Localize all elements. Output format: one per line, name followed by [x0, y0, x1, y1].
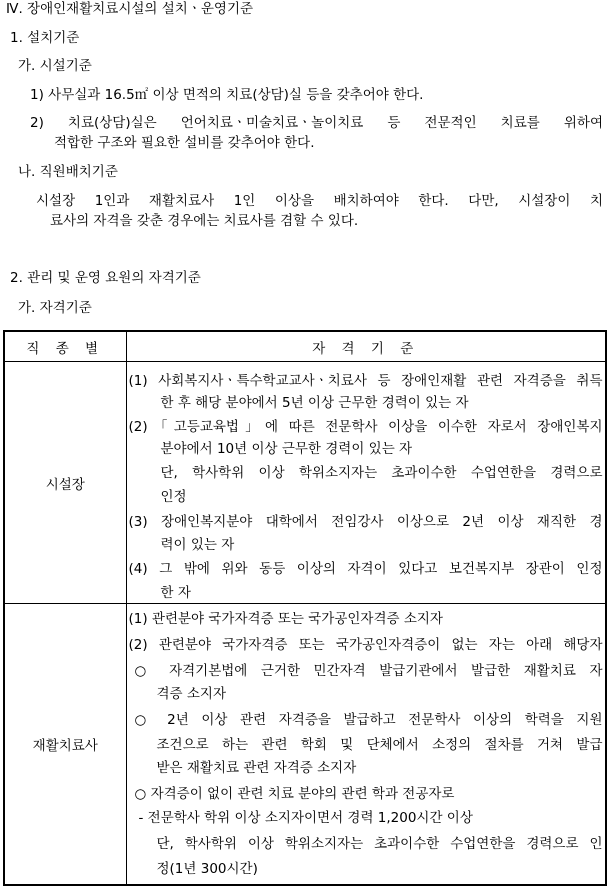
- qualification-table: [3, 330, 607, 886]
- criteria-line: 력이 있는 자: [160, 537, 235, 553]
- subsection-title-install: 1. 설치기준: [10, 30, 80, 46]
- criteria-line: 인정: [160, 489, 187, 505]
- qualification-standard-label: 가. 자격기준: [18, 300, 92, 316]
- staffing-text-line2: 료사의 자격을 갖춘 경우에는 치료사를 겸할 수 있다.: [50, 213, 359, 229]
- column-header-criteria: 자 격 기 준: [126, 331, 606, 362]
- facility-item-1: 1) 사무실과 16.5㎡ 이상 면적의 치료(상담)실 등을 갖추어야 한다.: [30, 87, 424, 103]
- table-row: [4, 362, 606, 604]
- criteria-line: 한 후 해당 분야에서 5년 이상 근무한 경력이 있는 자: [160, 395, 469, 411]
- criteria-line: (2)「고등교육법」에 따른 전문학사 이상을 이수한 자로서 장애인복지: [128, 419, 603, 435]
- criteria-line: 정(1년 300시간): [156, 861, 258, 877]
- subsection-title-qualification: 2. 관리 및 운영 요원의 자격기준: [10, 270, 201, 286]
- facility-item-2-line1: 2) 치료(상담)실은 언어치료ㆍ미술치료ㆍ놀이치료 등 전문적인 치료를 위하여: [30, 115, 603, 131]
- staffing-text-line1: 시설장 1인과 재활치료사 1인 이상을 배치하여야 한다. 다만, 시설장이 치: [36, 193, 603, 209]
- criteria-line: 받은 재활치료 관련 자격증 소지자: [156, 760, 357, 776]
- criteria-line: 한 자: [160, 585, 191, 601]
- table-header-row: [4, 331, 606, 362]
- section-heading: Ⅳ. 장애인재활치료시설의 설치ㆍ운영기준: [6, 1, 254, 17]
- director-criteria: [126, 362, 606, 604]
- staffing-standard-label: 나. 직원배치기준: [18, 164, 118, 180]
- criteria-line: 격증 소지자: [156, 686, 226, 702]
- criteria-line: 분야에서 10년 이상 근무한 경력이 있는 자: [160, 441, 413, 457]
- table-row: [4, 604, 606, 886]
- criteria-line: (4) 그 밖에 위와 동등 이상의 자격이 있다고 보건복지부 장관이 인정: [128, 561, 603, 577]
- therapist-criteria: [126, 604, 606, 886]
- facility-standard-label: 가. 시설기준: [18, 58, 92, 74]
- criteria-line: - 전문학사 학위 이상 소지자이면서 경력 1,200시간 이상: [138, 810, 473, 826]
- criteria-line: 조건으로 하는 관련 학회 및 단체에서 소정의 절차를 거쳐 발급: [156, 737, 603, 753]
- criteria-line: (3) 장애인복지분야 대학에서 전임강사 이상으로 2년 이상 재직한 경: [128, 514, 603, 530]
- criteria-line: 단, 학사학위 이상 학위소지자는 초과이수한 수업연한을 경력으로: [160, 465, 603, 481]
- criteria-line: ○ 자격증이 없이 관련 치료 분야의 관련 학과 전공자로: [134, 786, 455, 802]
- role-director: 시설장: [4, 362, 126, 604]
- role-therapist: 재활치료사: [4, 604, 126, 886]
- criteria-line: ○ 2년 이상 관련 자격증을 발급하고 전문학사 이상의 학력을 지원: [134, 712, 603, 728]
- criteria-line: 단, 학사학위 이상 학위소지자는 초과이수한 수업연한을 경력으로 인: [156, 836, 603, 852]
- facility-item-2-line2: 적합한 구조와 필요한 설비를 갖추어야 한다.: [54, 135, 315, 151]
- column-header-job: 직 종 별: [4, 331, 126, 362]
- criteria-line: ○ 자격기본법에 근거한 민간자격 발급기관에서 발급한 재활치료 자: [134, 663, 603, 679]
- criteria-line: (1) 사회복지사ㆍ특수학교교사ㆍ치료사 등 장애인재활 관련 자격증을 취득: [128, 373, 603, 389]
- criteria-line: (1) 관련분야 국가자격증 또는 국가공인자격증 소지자: [128, 611, 443, 627]
- criteria-line: (2) 관련분야 국가자격증 또는 국가공인자격증이 없는 자는 아래 해당자: [128, 637, 603, 653]
